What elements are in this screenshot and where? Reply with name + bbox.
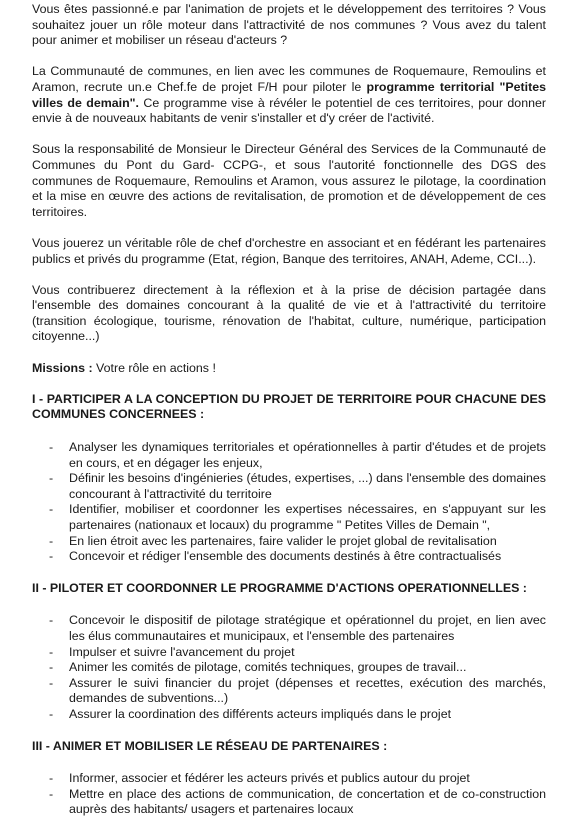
intro-p2-text-before: La Communauté de communes, en lien avec les communes de Roquemaure, Remoulins et Aramon, recrute un.e Chef.fe de projet F/H pour piloter le [32, 64, 546, 94]
list-item: - Identifier, mobiliser et coordonner les expertises nécessaires, en s'appuyant sur les partenaires (nationaux et locaux) du programme " Petites Villes de Demain ", [32, 502, 546, 533]
list-item: - Assurer la coordination des différents acteurs impliqués dans le projet [32, 707, 546, 723]
list-item: - Assurer le suivi financier du projet (dépenses et recettes, exécution des marchés, demandes de subventions...) [32, 676, 546, 707]
list-item: - En lien étroit avec les partenaires, faire valider le projet global de revitalisation [32, 534, 546, 550]
list-item: - Animer les comités de pilotage, comités techniques, groupes de travail... [32, 660, 546, 676]
list-item: - Concevoir le dispositif de pilotage stratégique et opérationnel du projet, en lien avec les élus communautaires et municipaux, et l'ensemble des partenaires [32, 613, 546, 644]
list-item: - Informer, associer et fédérer les acteurs privés et publics autour du projet [32, 771, 546, 787]
section-1-list [32, 440, 546, 565]
section-1-title: I - PARTICIPER A LA CONCEPTION DU PROJET DE TERRITOIRE POUR CHACUNE DES COMMUNES CONCERNEES : [32, 391, 546, 422]
list-item: - Mettre en place des actions de communication, de concertation et de co-construction auprès des habitants/ usagers et partenaires locaux [32, 787, 546, 818]
section-3-title: III - ANIMER ET MOBILISER LE RÉSEAU DE PARTENAIRES : [32, 738, 388, 753]
missions-line [32, 361, 546, 377]
section-2-title: II - PILOTER ET COORDONNER LE PROGRAMME D'ACTIONS OPERATIONNELLES : [32, 580, 527, 595]
missions-label: Missions : [32, 360, 93, 375]
intro-paragraph-3: Sous la responsabilité de Monsieur le Directeur Général des Services de la Communauté de Communes du Pont du Gard- CCPG-, et sous l'autorité fonctionnelle des DGS des communes de Roquemaure, Remoulins et Aramon, vous assurez le pilotage, la coordination et la mise en œuvre des actions de revitalisation, de promotion et de développement de ces territoires. [32, 142, 546, 219]
list-item: - Impulser et suivre l'avancement du projet [32, 645, 546, 661]
intro-p2-text-after: Ce programme vise à révéler le potentiel de ces territoires, pour donner envie à de nouveaux habitants de venir s'installer et d'y créer de l'activité. [32, 95, 546, 126]
section-3-list [32, 771, 546, 818]
list-item: - Définir les besoins d'ingénieries (études, expertises, ...) dans l'ensemble des domaines concourant à l'attractivité du territoire [32, 471, 546, 502]
list-item: - Concevoir et rédiger l'ensemble des documents destinés à être contractualisés [32, 549, 546, 565]
program-name-bold: programme territorial "Petites villes de demain". [32, 79, 546, 110]
intro-paragraph-4: Vous jouerez un véritable rôle de chef d'orchestre en associant et en fédérant les partenaires publics et privés du programme (Etat, région, Banque des territoires, ANAH, Ademe, CCI...). [32, 235, 546, 266]
intro-paragraph-1: Vous êtes passionné.e par l'animation de projets et le développement des territoires ? Vous souhaitez jouer un rôle moteur dans l'attractivité de nos communes ? Vous avez du talent pour animer et mobiliser un réseau d'acteurs ? [32, 2, 546, 48]
intro-paragraph-2 [32, 64, 546, 126]
section-2-list [32, 613, 546, 722]
missions-text: Votre rôle en actions ! [92, 360, 216, 375]
list-item: - Analyser les dynamiques territoriales et opérationnelles à partir d'études et de projets en cours, et en dégager les enjeux, [32, 440, 546, 471]
intro-paragraph-5: Vous contribuerez directement à la réflexion et à la prise de décision partagée dans l'ensemble des domaines concourant à la qualité de vie et à l'attractivité du territoire (transition écologique, tourisme, rénovation de l'habitat, culture, numérique, participation citoyenne...) [32, 282, 546, 344]
